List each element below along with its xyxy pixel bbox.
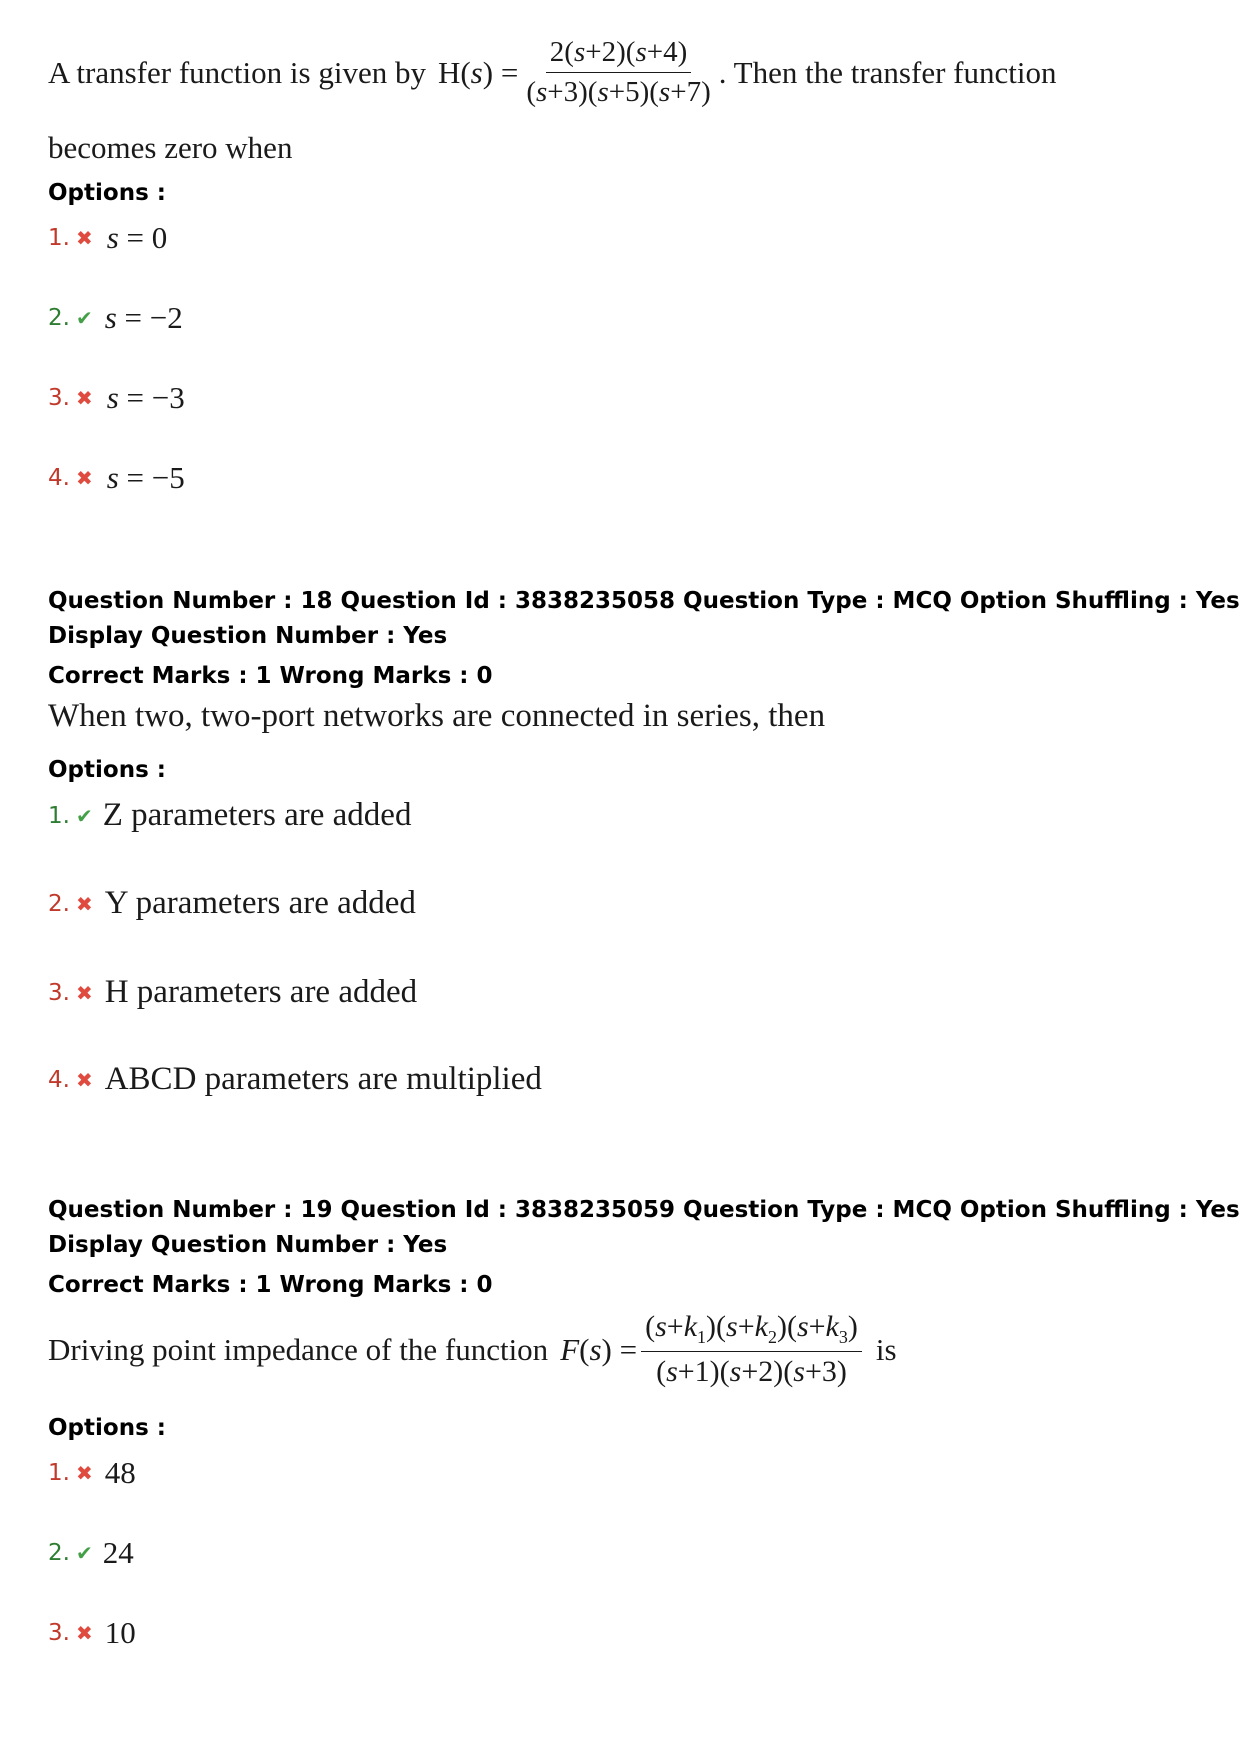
- q18-option-3[interactable]: [48, 974, 417, 1011]
- option-number: 1.: [48, 1460, 70, 1486]
- option-number: 3.: [48, 979, 70, 1006]
- option-number: 4.: [48, 465, 70, 491]
- q17-denominator: (s+3)(s+5)(s+7): [526, 76, 711, 108]
- q18-option-1[interactable]: [48, 797, 411, 834]
- option-text: s = −2: [104, 300, 183, 335]
- option-number: 1.: [48, 802, 70, 829]
- q19-numerator: $(s+k_1)(s+k_2)(s+k_3)$: [641, 1310, 862, 1352]
- option-text: H parameters are added: [104, 974, 418, 1010]
- option-text: 48: [104, 1455, 136, 1490]
- q19-stem: [48, 1310, 897, 1389]
- cross-icon: ✖: [75, 1067, 93, 1092]
- q17-stem-prefix: A transfer function is given by: [48, 54, 426, 90]
- q17-transfer-function: [522, 36, 714, 109]
- q19-stem-suffix: is: [875, 1331, 897, 1367]
- q17-stem-line2: becomes zero when: [48, 130, 293, 165]
- q19-options-label: Options :: [48, 1415, 166, 1441]
- q17-option-3[interactable]: [48, 380, 185, 416]
- q18-option-2[interactable]: [48, 885, 416, 922]
- q19-denominator: (s+1)(s+2)(s+3): [656, 1355, 847, 1388]
- q17-option-4[interactable]: [48, 460, 185, 496]
- q18-stem: When two, two-port networks are connected in series, then: [48, 698, 826, 734]
- check-icon: ✔: [75, 803, 93, 828]
- option-text: ABCD parameters are multiplied: [104, 1061, 542, 1097]
- option-number: 3.: [48, 385, 70, 411]
- option-text: s = −3: [106, 380, 185, 415]
- q18-meta-line2: Display Question Number : Yes: [48, 623, 448, 649]
- check-icon: ✔: [75, 1541, 93, 1565]
- option-text: Y parameters are added: [104, 885, 416, 921]
- option-text: 24: [102, 1535, 134, 1570]
- option-number: 2.: [48, 890, 70, 917]
- option-text: Z parameters are added: [102, 797, 412, 833]
- q19-meta-line3: Correct Marks : 1 Wrong Marks : 0: [48, 1272, 493, 1298]
- q17-stem-suffix: . Then the transfer function: [718, 54, 1057, 90]
- cross-icon: ✖: [75, 466, 93, 490]
- option-number: 1.: [48, 225, 70, 251]
- q19-option-1[interactable]: [48, 1455, 136, 1491]
- q17-option-1[interactable]: [48, 220, 167, 256]
- option-number: 3.: [48, 1620, 70, 1646]
- option-text: s = −5: [106, 460, 185, 495]
- option-number: 4.: [48, 1066, 70, 1093]
- cross-icon: ✖: [75, 980, 93, 1005]
- cross-icon: ✖: [75, 891, 93, 916]
- q18-option-4[interactable]: [48, 1061, 542, 1098]
- q17-stem: [48, 36, 1056, 109]
- q19-stem-prefix: Driving point impedance of the function: [48, 1331, 549, 1367]
- q18-options-label: Options :: [48, 757, 166, 783]
- option-text: 10: [104, 1615, 136, 1650]
- cross-icon: ✖: [75, 1621, 93, 1645]
- cross-icon: ✖: [75, 1461, 93, 1485]
- cross-icon: ✖: [75, 386, 93, 410]
- q19-f-label: F(s) =: [560, 1331, 638, 1367]
- q19-meta-line1: Question Number : 19 Question Id : 3838235059 Question Type : MCQ Option Shuffling : Yes: [48, 1197, 1240, 1223]
- q19-function: [641, 1310, 862, 1389]
- q18-meta-line3: Correct Marks : 1 Wrong Marks : 0: [48, 663, 493, 689]
- q17-numerator: 2(s+2)(s+4): [546, 36, 691, 73]
- q17-options-label: Options :: [48, 180, 166, 206]
- q17-h-label: H(s) =: [437, 54, 519, 90]
- q17-option-2[interactable]: [48, 300, 183, 336]
- option-number: 2.: [48, 1540, 70, 1566]
- option-text: s = 0: [106, 220, 168, 255]
- cross-icon: ✖: [75, 226, 93, 250]
- q19-option-2[interactable]: [48, 1535, 134, 1571]
- q19-option-3[interactable]: [48, 1615, 136, 1651]
- q18-meta-line1: Question Number : 18 Question Id : 3838235058 Question Type : MCQ Option Shuffling : Yes: [48, 588, 1240, 614]
- option-number: 2.: [48, 305, 70, 331]
- q19-meta-line2: Display Question Number : Yes: [48, 1232, 448, 1258]
- check-icon: ✔: [75, 306, 93, 330]
